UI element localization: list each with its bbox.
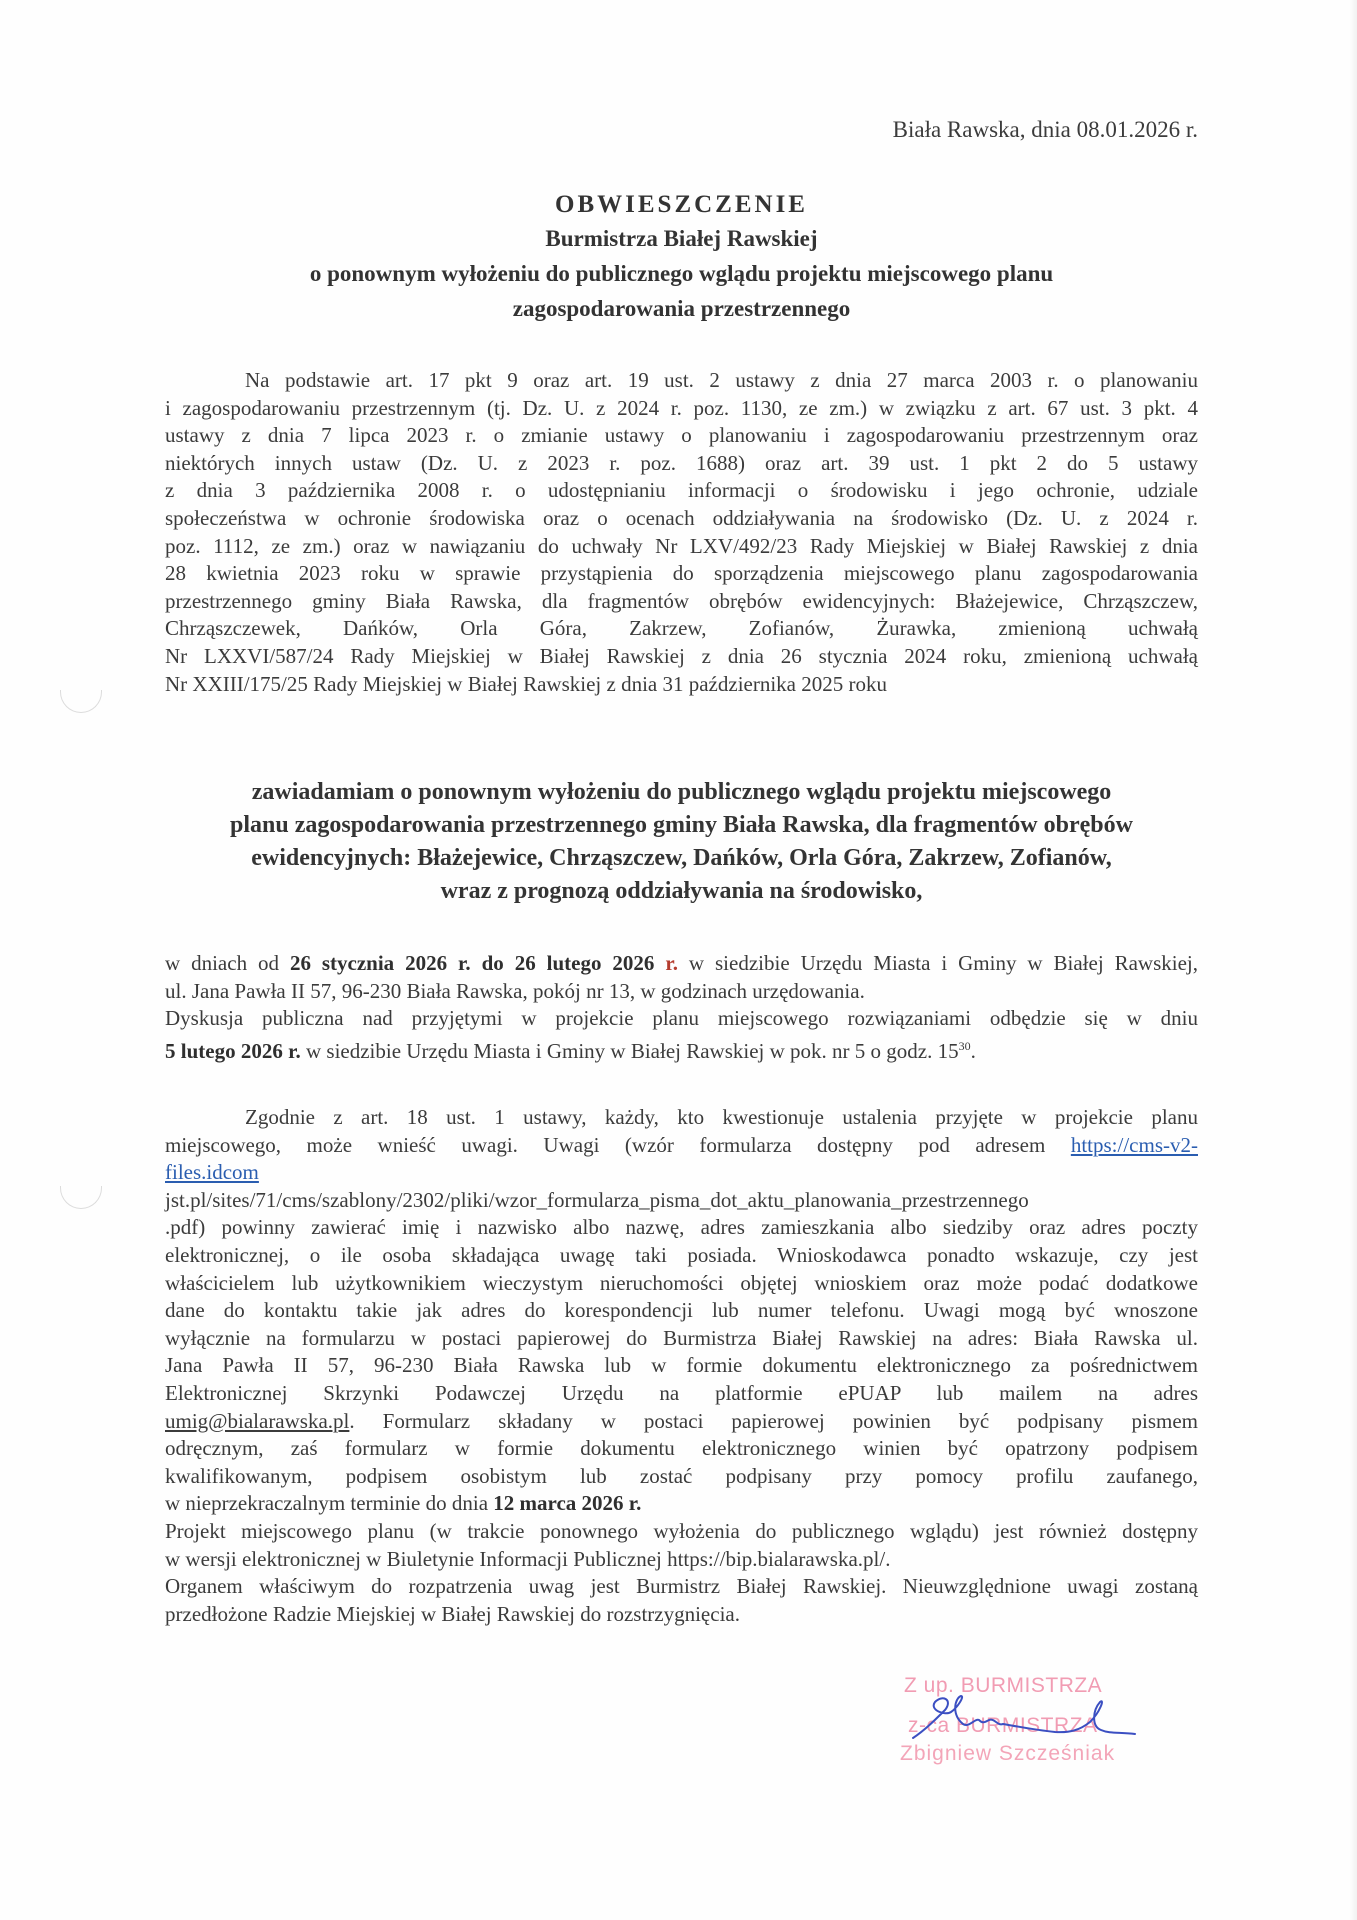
legal-basis-line: przestrzennego gminy Biała Rawska, dla fragmentów obrębów ewidencyjnych: Błażejewice, Chrząszczew, — [165, 588, 1198, 613]
stamp-line-1: Z up. BURMISTRZA — [904, 1674, 1103, 1697]
document-title: OBWIESZCZENIE — [555, 191, 808, 218]
schedule-line-2: ul. Jana Pawła II 57, 96-230 Biała Rawska, pokój nr 13, w godzinach urzędowania. — [165, 978, 865, 1003]
legal-basis-line: i zagospodarowaniu przestrzennym (tj. Dz. U. z 2024 r. poz. 1130, ze zm.) w związku z art. 67 ust. 3 pkt. 4 — [165, 395, 1198, 420]
deadline-date: 12 marca 2026 r. — [493, 1491, 642, 1516]
remarks-line: Organem właściwym do rozpatrzenia uwag jest Burmistrz Białej Rawskiej. Nieuwzględnione uwagi zostaną — [165, 1574, 1198, 1599]
issuer: Burmistrza Białej Rawskiej — [545, 226, 818, 251]
remarks-line: Jana Pawła II 57, 96-230 Biała Rawska lub w formie dokumentu elektronicznego za pośrednictwem — [165, 1353, 1198, 1378]
announcement-line: zawiadamiam o ponownym wyłożeniu do publicznego wglądu projektu miejscowego — [251, 779, 1112, 805]
remarks-line: wyłącznie na formularzu w postaci papierowej do Burmistrza Białej Rawskiej na adres: Biała Rawska ul. — [165, 1325, 1198, 1350]
discussion-time-minutes: 30 — [958, 1038, 971, 1053]
legal-basis-line: 28 kwietnia 2023 roku w sprawie przystąpienia do sporządzenia miejscowego planu zagospodarowania — [165, 561, 1198, 586]
remarks-line — [165, 1408, 1198, 1436]
stamp-line-2: z-ca BURMISTRZA — [908, 1714, 1098, 1737]
scan-edge-shadow — [1349, 0, 1357, 1920]
bip-line: w wersji elektronicznej w Biuletynie Informacji Publicznej https://bip.bialarawska.pl/. — [165, 1546, 891, 1571]
schedule-location: w siedzibie Urzędu Miasta i Gminy w Białej Rawskiej, — [677, 951, 1198, 975]
remarks-line: dane do kontaktu takie jak adres do korespondencji lub numer telefonu. Uwagi mogą być wnoszone — [165, 1298, 1198, 1323]
announcement-line: planu zagospodarowania przestrzennego gminy Biała Rawska, dla fragmentów obrębów — [230, 812, 1133, 838]
schedule-paragraph — [165, 950, 1198, 1065]
period: . — [970, 1038, 976, 1063]
exhibition-period-r: r. — [665, 951, 678, 975]
legal-basis-line: Chrząszczewek, Dańków, Orla Góra, Zakrzew, Zofianów, Żurawka, zmienioną uchwałą — [165, 616, 1198, 641]
remarks-line: jst.pl/sites/71/cms/szablony/2302/pliki/wzor_formularza_pisma_dot_aktu_planowania_przestrzennego — [165, 1187, 1029, 1212]
discussion-line: Dyskusja publiczna nad przyjętymi w projekcie planu miejscowego rozwiązaniami odbędzie się w dniu — [165, 1006, 1198, 1031]
remarks-line: przedłożone Radzie Miejskiej w Białej Rawskiej do rozstrzygnięcia. — [165, 1601, 740, 1626]
schedule-line-1 — [165, 950, 1198, 978]
email-link[interactable]: umig@bialarawska.pl — [165, 1408, 350, 1433]
legal-basis-line: Na podstawie art. 17 pkt 9 oraz art. 19 ust. 2 ustawy z dnia 27 marca 2003 r. o planowaniu — [245, 368, 1198, 392]
discussion-date: 5 lutego 2026 r. — [165, 1038, 301, 1063]
deadline-line — [165, 1490, 1198, 1518]
legal-basis-line: poz. 1112, ze zm.) oraz w nawiązaniu do uchwały Nr LXV/492/23 Rady Miejskiej w Białej Rawskiej z dnia — [165, 533, 1198, 558]
discussion-date-line — [165, 1033, 1198, 1066]
subject-line-2: zagospodarowania przestrzennego — [512, 296, 851, 321]
remarks-line: .pdf) powinny zawierać imię i nazwisko albo nazwę, adres zamieszkania albo siedziby oraz adres poczty — [165, 1215, 1198, 1240]
legal-basis-line: niektórych innych ustaw (Dz. U. z 2023 r. poz. 1688) oraz art. 39 ust. 1 pkt 2 do 5 ustawy — [165, 450, 1198, 475]
remarks-line: kwalifikowanym, podpisem osobistym lub zostać podpisany przy pomocy profilu zaufanego, — [165, 1463, 1198, 1488]
discussion-location: w siedzibie Urzędu Miasta i Gminy w Białej Rawskiej w pok. nr 5 o godz. 15 — [300, 1038, 959, 1063]
stamp-line-3: Zbigniew Szcześniak — [900, 1742, 1116, 1765]
subject-line-1: o ponownym wyłożeniu do publicznego wglądu projektu miejscowego planu — [309, 261, 1054, 286]
remarks-line — [165, 1132, 1198, 1160]
legal-basis-paragraph — [165, 367, 1198, 698]
place-date: Biała Rawska, dnia 08.01.2026 r. — [892, 117, 1198, 142]
legal-basis-line: z dnia 3 października 2008 r. o udostępnianiu informacji o środowisku i jego ochronie, udziale — [165, 478, 1198, 503]
punch-hole-mark-top — [60, 690, 102, 713]
title-block — [165, 188, 1198, 326]
announcement-line: ewidencyjnych: Błażejewice, Chrząszczew, Dańków, Orla Góra, Zakrzew, Zofianów, — [251, 845, 1112, 871]
legal-basis-line: ustawy z dnia 7 lipca 2023 r. o zmianie ustawy o planowaniu i zagospodarowaniu przestrzennym oraz — [165, 423, 1198, 448]
handwritten-signature-icon — [905, 1690, 1145, 1750]
remarks-line: odręcznym, zaś formularz w formie dokumentu elektronicznego winien być opatrzony podpisem — [165, 1436, 1198, 1461]
legal-basis-line: Nr XXIII/175/25 Rady Miejskiej w Białej Rawskiej z dnia 31 października 2025 roku — [165, 671, 887, 696]
remarks-line: elektronicznej, o ile osoba składająca uwagę taki posiada. Wnioskodawca ponadto wskazuje, czy jest — [165, 1242, 1198, 1267]
exhibition-period: 26 stycznia 2026 r. do 26 lutego 2026 — [289, 951, 666, 975]
remarks-paragraph — [165, 1104, 1198, 1628]
remarks-line — [165, 1159, 1198, 1187]
form-template-link[interactable]: https://cms-v2- — [1070, 1132, 1198, 1157]
announcement-block — [165, 776, 1198, 908]
form-template-link-cont[interactable]: files.idcom — [165, 1160, 259, 1185]
announcement-line: wraz z prognozą oddziaływania na środowisko, — [440, 878, 923, 904]
remarks-line: Zgodnie z art. 18 ust. 1 ustawy, każdy, kto kwestionuje ustalenia przyjęte w projekcie planu — [245, 1105, 1198, 1129]
remarks-text: . Formularz składany w postaci papierowej powinien być podpisany pismem — [349, 1408, 1198, 1433]
legal-basis-line: Nr LXXVI/587/24 Rady Miejskiej w Białej Rawskiej z dnia 26 stycznia 2024 roku, zmienioną uchwałą — [165, 643, 1198, 668]
remarks-line: Projekt miejscowego planu (w trakcie ponownego wyłożenia do publicznego wglądu) jest również dostępny — [165, 1518, 1198, 1543]
remarks-line: właścicielem lub użytkownikiem wieczystym nieruchomości objętej wnioskiem oraz może podać dodatkowe — [165, 1270, 1198, 1295]
punch-hole-mark-bottom — [60, 1186, 102, 1209]
remarks-line: Elektronicznej Skrzynki Podawczej Urzędu na platformie ePUAP lub mailem na adres — [165, 1380, 1198, 1405]
deadline-text: w nieprzekraczalnym terminie do dnia — [165, 1491, 494, 1516]
remarks-text: miejscowego, może wnieść uwagi. Uwagi (wzór formularza dostępny pod adresem — [165, 1132, 1071, 1157]
schedule-prefix: w dniach od — [165, 951, 290, 975]
legal-basis-line: społeczeństwa w ochronie środowiska oraz o ocenach oddziaływania na środowisko (Dz. U. z 2024 r. — [165, 505, 1198, 530]
